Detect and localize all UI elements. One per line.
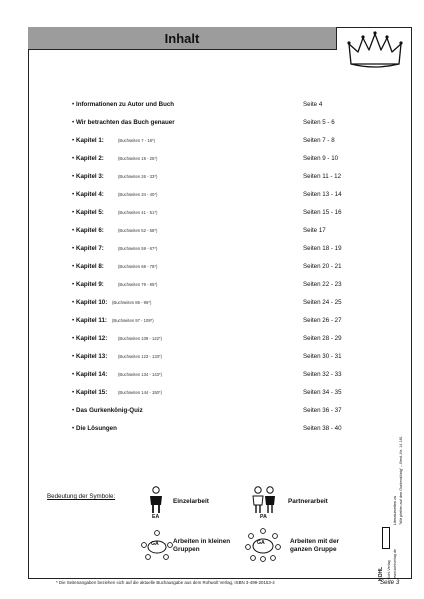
toc-row: • Kapitel 4: (Buchseiten 34 - 40*) Seiten 13 - 14 [72, 191, 342, 198]
toc-row: • Kapitel 5: (Buchseiten 41 - 51*) Seiten 15 - 16 [72, 209, 342, 216]
toc-row: • Wir betrachten das Buch genauer Seiten 5 - 6 [72, 119, 335, 126]
toc-page: Seiten 32 - 33 [303, 371, 342, 378]
toc-label: Kapitel 11: [76, 317, 107, 324]
toc-row: • Kapitel 6: (Buchseiten 52 - 58*) Seite 17 [72, 227, 326, 234]
toc-page: Seiten 34 - 35 [303, 389, 342, 396]
toc-label: Kapitel 10: [76, 299, 108, 306]
tag-pa: PA [260, 514, 267, 520]
toc-page: Seiten 9 - 10 [303, 155, 339, 162]
label-einzelarbeit: Einzelarbeit [173, 498, 209, 505]
toc-row: • Kapitel 13: (Buchseiten 123 - 133*) Seiten 30 - 31 [72, 353, 342, 360]
publisher-mark [382, 527, 390, 549]
toc-page: Seiten 38 - 40 [303, 425, 342, 432]
publisher-sub: Kohl-Verlag [387, 560, 391, 579]
toc-page: Seiten 15 - 16 [303, 209, 342, 216]
page-title: Inhalt [164, 30, 200, 46]
label-whole-group-text: Arbeiten mit der ganzen Gruppe [290, 538, 340, 553]
toc-row: • Kapitel 3: (Buchseiten 26 - 33*) Seiten 11 - 12 [72, 173, 342, 180]
toc-label: Informationen zu Autor und Buch [76, 101, 175, 108]
publisher-logo [378, 527, 408, 581]
toc-page: Seiten 5 - 6 [303, 119, 335, 126]
toc-range: (Buchseiten 86 - 96*) [112, 299, 152, 305]
toc-row: • Informationen zu Autor und Buch Seite 4 [72, 101, 323, 108]
toc-page: Seiten 11 - 12 [303, 173, 342, 180]
toc-label: Kapitel 3: [76, 173, 104, 180]
toc-page: Seiten 20 - 21 [303, 263, 342, 270]
toc-row: • Kapitel 11: (Buchseiten 97 - 108*) Seiten 26 - 27 [72, 317, 342, 324]
page-number: Seite 3 [380, 579, 400, 586]
side-line-2: "Wir pfeifen auf den Gurkenkönig" – Best.-Nr. 14 181 [399, 436, 403, 525]
crown-icon [345, 30, 405, 72]
tag-ea: EA [152, 514, 160, 520]
label-small-groups-text: Arbeiten in kleinen Gruppen [173, 538, 231, 553]
toc-row: • Kapitel 1: (Buchseiten 7 - 18*) Seiten 7 - 8 [72, 137, 335, 144]
toc-range: (Buchseiten 134 - 143*) [118, 371, 162, 377]
toc-label: Kapitel 9: [76, 281, 104, 288]
toc-label: Das Gurkenkönig-Quiz [76, 407, 143, 414]
label-whole-group [290, 538, 356, 553]
toc-label: Kapitel 5: [76, 209, 104, 216]
side-caption [388, 385, 408, 525]
toc-label: Kapitel 8: [76, 263, 104, 270]
toc-range: (Buchseiten 41 - 51*) [118, 209, 158, 215]
toc-label: Kapitel 14: [76, 371, 108, 378]
toc-range: (Buchseiten 123 - 133*) [118, 353, 162, 359]
toc-label: Kapitel 12: [76, 335, 108, 342]
title-bar [28, 27, 337, 50]
toc-range: (Buchseiten 26 - 33*) [118, 173, 158, 179]
toc-range: (Buchseiten 52 - 58*) [118, 227, 158, 233]
toc-label: Kapitel 6: [76, 227, 104, 234]
toc-page: Seiten 30 - 31 [303, 353, 342, 360]
toc-range: (Buchseiten 97 - 108*) [112, 317, 154, 323]
toc-label: Kapitel 4: [76, 191, 104, 198]
toc-label: Kapitel 7: [76, 245, 104, 252]
toc-label: Die Lösungen [76, 425, 117, 432]
toc-range: (Buchseiten 7 - 18*) [118, 137, 156, 143]
toc-row: • Kapitel 15: (Buchseiten 144 - 150*) Seiten 34 - 35 [72, 389, 342, 396]
toc-page: Seite 17 [303, 227, 326, 234]
toc-page: Seiten 13 - 14 [303, 191, 342, 198]
toc-page: Seiten 18 - 19 [303, 245, 342, 252]
toc-label: Kapitel 2: [76, 155, 104, 162]
toc-row: • Das Gurkenkönig-Quiz Seiten 36 - 37 [72, 407, 342, 414]
toc-row: • Kapitel 9: (Buchseiten 79 - 85*) Seiten 22 - 23 [72, 281, 342, 288]
toc-range: (Buchseiten 34 - 40*) [118, 191, 158, 197]
toc-page: Seiten 36 - 37 [303, 407, 342, 414]
toc-label: Kapitel 15: [76, 389, 108, 396]
tag-ga-whole: GA [257, 540, 265, 546]
toc-range: (Buchseiten 109 - 122*) [118, 335, 162, 341]
toc-row: • Kapitel 10: (Buchseiten 86 - 96*) Seiten 24 - 25 [72, 299, 342, 306]
toc-label: Kapitel 13: [76, 353, 108, 360]
toc-page: Seite 4 [303, 101, 323, 108]
toc-row: • Kapitel 12: (Buchseiten 109 - 122*) Seiten 28 - 29 [72, 335, 342, 342]
toc-range: (Buchseiten 19 - 25*) [118, 155, 158, 161]
toc-page: Seiten 7 - 8 [303, 137, 335, 144]
side-line-1: Literaturseiten zu [393, 495, 397, 525]
toc-row: • Kapitel 8: (Buchseiten 68 - 78*) Seiten 20 - 21 [72, 263, 342, 270]
toc-row: • Kapitel 14: (Buchseiten 134 - 143*) Seiten 32 - 33 [72, 371, 342, 378]
toc-row: • Die Lösungen Seiten 38 - 40 [72, 425, 342, 432]
toc-range: (Buchseiten 68 - 78*) [118, 263, 158, 269]
toc-range: (Buchseiten 59 - 67*) [118, 245, 158, 251]
toc-page: Seiten 26 - 27 [303, 317, 342, 324]
toc-page: Seiten 22 - 23 [303, 281, 342, 288]
toc-label: Wir betrachten das Buch genauer [76, 119, 175, 126]
footer-note: * Die Seitenangaben beziehen sich auf die aktuelle Buchausgabe aus dem Rohwolt Verlag, ISBN 3-499-20153-4 [56, 580, 275, 585]
label-partnerarbeit: Partnerarbeit [288, 498, 328, 505]
tag-ga-small: GA [151, 541, 159, 547]
toc-range: (Buchseiten 79 - 85*) [118, 281, 158, 287]
toc-range: (Buchseiten 144 - 150*) [118, 389, 162, 395]
toc-page: Seiten 28 - 29 [303, 335, 342, 342]
toc-row: • Kapitel 2: (Buchseiten 19 - 25*) Seiten 9 - 10 [72, 155, 339, 162]
single-person-icon [147, 486, 165, 514]
publisher-web: www.kohlverlag.de [393, 549, 397, 579]
toc-row: • Kapitel 7: (Buchseiten 59 - 67*) Seiten 18 - 19 [72, 245, 342, 252]
label-small-groups [173, 538, 237, 553]
toc-label: Kapitel 1: [76, 137, 104, 144]
publisher-name: KOHL [378, 566, 384, 581]
two-persons-icon [250, 486, 278, 514]
toc-page: Seiten 24 - 25 [303, 299, 342, 306]
legend-title: Bedeutung der Symbole: [47, 493, 116, 500]
